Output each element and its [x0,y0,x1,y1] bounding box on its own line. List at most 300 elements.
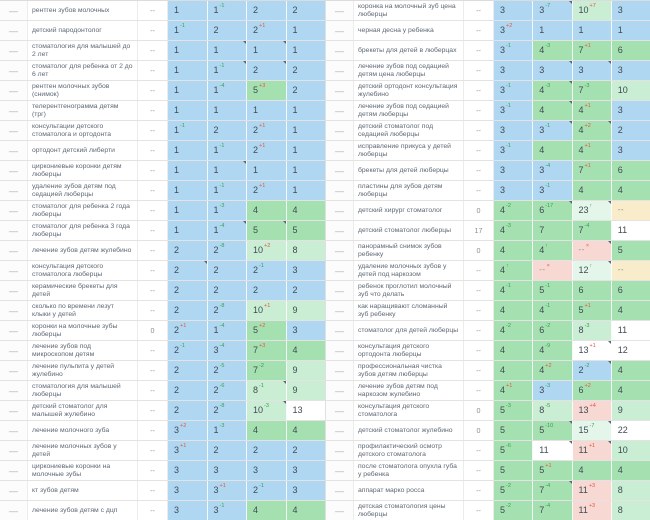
keyword-label[interactable]: детский хирург стоматолог [354,201,464,220]
keyword-label[interactable]: после стоматолога опухла губа у ребенка [354,461,464,480]
drag-handle-icon[interactable]: — [326,221,354,240]
keyword-label[interactable]: профессиональная чистка зубов детям люберцы [354,361,464,380]
position-cell[interactable] [494,301,533,320]
position-cell[interactable] [612,221,650,240]
position-cell[interactable] [208,121,248,140]
position-cell[interactable] [573,21,612,40]
position-cell[interactable] [208,481,248,500]
position-cell[interactable] [573,441,612,460]
position-cell[interactable] [168,101,208,120]
drag-handle-icon[interactable]: — [0,181,28,200]
position-cell[interactable] [247,341,287,360]
position-cell[interactable] [533,501,572,520]
keyword-label[interactable]: стоматолог для детей люберцы [354,321,464,340]
keyword-label[interactable]: детский стоматолог для малышей жулебино [28,401,138,420]
position-cell[interactable] [612,401,650,420]
drag-handle-icon[interactable]: — [0,321,28,340]
drag-handle-icon[interactable]: — [326,61,354,80]
drag-handle-icon[interactable]: — [326,461,354,480]
position-cell[interactable] [247,401,287,420]
position-cell[interactable] [494,241,533,260]
keyword-label[interactable]: коронки на молочные зубы люберцы [28,321,138,340]
keyword-label[interactable]: детский пародонтолог [28,21,138,40]
drag-handle-icon[interactable]: — [326,441,354,460]
position-cell[interactable] [287,241,326,260]
position-cell[interactable] [208,461,248,480]
position-cell[interactable] [573,461,612,480]
keyword-label[interactable]: удаление молочных зубов у детей под наркозом [354,261,464,280]
drag-handle-icon[interactable]: — [326,41,354,60]
drag-handle-icon[interactable]: — [0,221,28,240]
position-cell[interactable] [612,81,650,100]
keyword-label[interactable]: сколько по времени лезут клыки у детей [28,301,138,320]
position-cell[interactable] [247,141,287,160]
position-cell[interactable] [208,381,248,400]
keyword-label[interactable]: керамические брекеты для детей [28,281,138,300]
drag-handle-icon[interactable]: — [0,141,28,160]
position-cell[interactable] [494,261,533,280]
position-cell[interactable] [168,241,208,260]
position-cell[interactable] [208,341,248,360]
position-cell[interactable] [533,61,572,80]
drag-handle-icon[interactable]: — [0,461,28,480]
position-cell[interactable] [247,81,287,100]
keyword-label[interactable]: панорамный снимок зубов ребенку [354,241,464,260]
position-cell[interactable] [247,361,287,380]
position-cell[interactable] [533,441,572,460]
position-cell[interactable] [168,221,208,240]
drag-handle-icon[interactable]: — [0,101,28,120]
keyword-label[interactable]: детская стоматология цены люберцы [354,501,464,520]
keyword-label[interactable]: циркониевые коронки на молочные зубы [28,461,138,480]
position-cell[interactable] [494,101,533,120]
position-cell[interactable] [573,81,612,100]
keyword-label[interactable]: лечение зубов детям жулебино [28,241,138,260]
position-cell[interactable] [612,441,650,460]
position-cell[interactable] [168,261,208,280]
position-cell[interactable] [533,101,572,120]
position-cell[interactable] [494,401,533,420]
position-cell[interactable] [573,481,612,500]
drag-handle-icon[interactable]: — [326,381,354,400]
position-cell[interactable] [612,281,650,300]
position-cell[interactable] [494,41,533,60]
position-cell[interactable] [208,241,248,260]
drag-handle-icon[interactable]: — [326,281,354,300]
drag-handle-icon[interactable]: — [326,161,354,180]
position-cell[interactable] [573,41,612,60]
drag-handle-icon[interactable]: — [326,141,354,160]
position-cell[interactable] [494,1,533,20]
keyword-label[interactable]: консультация детского стоматолога люберцы [28,261,138,280]
keyword-label[interactable]: ортодонт детский либерти [28,141,138,160]
keyword-label[interactable]: коронка на молочный зуб цена люберцы [354,1,464,20]
keyword-label[interactable]: как наращивают сломанный зуб ребенку [354,301,464,320]
keyword-label[interactable]: консультация детского ортодонта люберцы [354,341,464,360]
position-cell[interactable] [573,401,612,420]
position-cell[interactable] [168,381,208,400]
position-cell[interactable] [287,361,326,380]
drag-handle-icon[interactable]: — [326,361,354,380]
position-cell[interactable] [208,421,248,440]
position-cell[interactable] [208,201,248,220]
position-cell[interactable] [208,261,248,280]
position-cell[interactable] [168,341,208,360]
position-cell[interactable] [287,401,326,420]
drag-handle-icon[interactable]: — [326,101,354,120]
position-cell[interactable] [612,101,650,120]
position-cell[interactable] [247,241,287,260]
position-cell[interactable] [494,161,533,180]
keyword-label[interactable]: профилактический осмотр детского стоматолога [354,441,464,460]
position-cell[interactable] [573,361,612,380]
position-cell[interactable] [287,141,326,160]
position-cell[interactable] [168,441,208,460]
position-cell[interactable] [208,501,248,520]
position-cell[interactable] [287,501,326,520]
position-cell[interactable] [168,321,208,340]
position-cell[interactable] [287,201,326,220]
position-cell[interactable] [533,401,572,420]
position-cell[interactable] [168,21,208,40]
drag-handle-icon[interactable]: — [0,481,28,500]
drag-handle-icon[interactable]: — [0,1,28,20]
position-cell[interactable] [494,281,533,300]
position-cell[interactable] [573,261,612,280]
keyword-label[interactable]: исправление прикуса у детей люберцы [354,141,464,160]
position-cell[interactable] [573,241,612,260]
keyword-label[interactable]: пластины для зубов детям люберцы [354,181,464,200]
drag-handle-icon[interactable]: — [326,241,354,260]
position-cell[interactable] [208,41,248,60]
position-cell[interactable] [612,61,650,80]
drag-handle-icon[interactable]: — [0,301,28,320]
keyword-label[interactable]: детский стоматолог под седацией люберцы [354,121,464,140]
position-cell[interactable] [208,1,248,20]
position-cell[interactable] [168,1,208,20]
position-cell[interactable] [208,101,248,120]
position-cell[interactable] [168,481,208,500]
keyword-label[interactable]: циркониевые коронки детям люберцы [28,161,138,180]
keyword-label[interactable]: стоматология для малышей до 2 лет [28,41,138,60]
keyword-label[interactable]: лечение пульпита у детей жулебино [28,361,138,380]
position-cell[interactable] [573,61,612,80]
position-cell[interactable] [612,141,650,160]
position-cell[interactable] [494,321,533,340]
position-cell[interactable] [494,61,533,80]
position-cell[interactable] [208,81,248,100]
position-cell[interactable] [573,501,612,520]
position-cell[interactable] [247,61,287,80]
position-cell[interactable] [247,181,287,200]
keyword-label[interactable]: брекеты для детей в люберцах [354,41,464,60]
keyword-label[interactable]: лечение зубов детям с дцп [28,501,138,520]
position-cell[interactable] [247,121,287,140]
position-cell[interactable] [287,61,326,80]
position-cell[interactable] [208,181,248,200]
position-cell[interactable] [533,481,572,500]
keyword-label[interactable]: ребенок проглотил молочный зуб что делать [354,281,464,300]
position-cell[interactable] [287,161,326,180]
drag-handle-icon[interactable]: — [326,121,354,140]
drag-handle-icon[interactable]: — [326,181,354,200]
position-cell[interactable] [287,41,326,60]
drag-handle-icon[interactable]: — [0,361,28,380]
position-cell[interactable] [168,201,208,220]
position-cell[interactable] [533,161,572,180]
position-cell[interactable] [247,161,287,180]
drag-handle-icon[interactable]: — [0,341,28,360]
keyword-label[interactable]: консультация детского стоматолога [354,401,464,420]
position-cell[interactable] [287,341,326,360]
keyword-label[interactable]: рентген молочных зубов (снимок) [28,81,138,100]
position-cell[interactable] [494,501,533,520]
drag-handle-icon[interactable]: — [326,421,354,440]
position-cell[interactable] [533,301,572,320]
position-cell[interactable] [168,41,208,60]
position-cell[interactable] [533,221,572,240]
keyword-label[interactable]: детский стоматолог жулебино [354,421,464,440]
position-cell[interactable] [533,341,572,360]
position-cell[interactable] [533,281,572,300]
drag-handle-icon[interactable]: — [0,501,28,520]
drag-handle-icon[interactable]: — [326,21,354,40]
position-cell[interactable] [168,301,208,320]
drag-handle-icon[interactable]: — [326,1,354,20]
position-cell[interactable] [494,141,533,160]
position-cell[interactable] [247,421,287,440]
position-cell[interactable] [494,201,533,220]
position-cell[interactable] [247,281,287,300]
drag-handle-icon[interactable]: — [326,201,354,220]
drag-handle-icon[interactable]: — [0,121,28,140]
position-cell[interactable] [168,141,208,160]
position-cell[interactable] [573,101,612,120]
position-cell[interactable] [247,1,287,20]
position-cell[interactable] [573,181,612,200]
position-cell[interactable] [247,381,287,400]
position-cell[interactable] [208,141,248,160]
position-cell[interactable] [612,341,650,360]
position-cell[interactable] [208,161,248,180]
position-cell[interactable] [168,401,208,420]
position-cell[interactable] [573,281,612,300]
position-cell[interactable] [533,141,572,160]
position-cell[interactable] [287,301,326,320]
drag-handle-icon[interactable]: — [326,341,354,360]
position-cell[interactable] [287,101,326,120]
position-cell[interactable] [533,381,572,400]
drag-handle-icon[interactable]: — [0,441,28,460]
keyword-label[interactable]: стоматолог для ребенка от 2 до 6 лет [28,61,138,80]
position-cell[interactable] [208,281,248,300]
position-cell[interactable] [573,201,612,220]
position-cell[interactable] [168,281,208,300]
position-cell[interactable] [168,361,208,380]
drag-handle-icon[interactable]: — [326,301,354,320]
position-cell[interactable] [494,181,533,200]
position-cell[interactable] [573,221,612,240]
position-cell[interactable] [612,201,650,220]
drag-handle-icon[interactable]: — [326,501,354,520]
position-cell[interactable] [533,201,572,220]
position-cell[interactable] [533,21,572,40]
position-cell[interactable] [168,161,208,180]
keyword-label[interactable]: черная десна у ребенка [354,21,464,40]
position-cell[interactable] [287,281,326,300]
position-cell[interactable] [533,261,572,280]
drag-handle-icon[interactable]: — [0,161,28,180]
keyword-label[interactable]: лечение молочных зубов у детей [28,441,138,460]
position-cell[interactable] [287,181,326,200]
position-cell[interactable] [168,121,208,140]
keyword-label[interactable]: брекеты для детей люберцы [354,161,464,180]
position-cell[interactable] [494,461,533,480]
drag-handle-icon[interactable]: — [0,261,28,280]
keyword-label[interactable]: лечение зубов под микроскопом детям [28,341,138,360]
position-cell[interactable] [287,441,326,460]
position-cell[interactable] [612,261,650,280]
position-cell[interactable] [494,441,533,460]
position-cell[interactable] [533,241,572,260]
keyword-label[interactable]: удаление зубов детям под седацией люберцы [28,181,138,200]
position-cell[interactable] [287,421,326,440]
keyword-label[interactable]: стоматология для малышей люберцы [28,381,138,400]
position-cell[interactable] [208,301,248,320]
drag-handle-icon[interactable]: — [0,421,28,440]
keyword-label[interactable]: рентген зубов молочных [28,1,138,20]
position-cell[interactable] [533,321,572,340]
position-cell[interactable] [494,81,533,100]
position-cell[interactable] [287,21,326,40]
position-cell[interactable] [573,121,612,140]
position-cell[interactable] [287,261,326,280]
position-cell[interactable] [494,381,533,400]
drag-handle-icon[interactable]: — [0,41,28,60]
drag-handle-icon[interactable]: — [326,321,354,340]
position-cell[interactable] [247,321,287,340]
position-cell[interactable] [247,441,287,460]
position-cell[interactable] [533,361,572,380]
position-cell[interactable] [573,321,612,340]
position-cell[interactable] [208,221,248,240]
position-cell[interactable] [494,21,533,40]
position-cell[interactable] [247,501,287,520]
drag-handle-icon[interactable]: — [326,81,354,100]
position-cell[interactable] [612,41,650,60]
position-cell[interactable] [573,421,612,440]
position-cell[interactable] [573,1,612,20]
position-cell[interactable] [208,441,248,460]
drag-handle-icon[interactable]: — [0,201,28,220]
position-cell[interactable] [612,381,650,400]
position-cell[interactable] [612,21,650,40]
drag-handle-icon[interactable]: — [326,401,354,420]
position-cell[interactable] [533,461,572,480]
position-cell[interactable] [494,361,533,380]
position-cell[interactable] [247,41,287,60]
position-cell[interactable] [287,221,326,240]
drag-handle-icon[interactable]: — [0,61,28,80]
keyword-label[interactable]: детский стоматолог люберцы [354,221,464,240]
position-cell[interactable] [494,421,533,440]
drag-handle-icon[interactable]: — [0,241,28,260]
drag-handle-icon[interactable]: — [326,481,354,500]
position-cell[interactable] [612,501,650,520]
position-cell[interactable] [573,161,612,180]
position-cell[interactable] [612,461,650,480]
position-cell[interactable] [612,161,650,180]
position-cell[interactable] [533,121,572,140]
position-cell[interactable] [168,421,208,440]
position-cell[interactable] [533,41,572,60]
position-cell[interactable] [247,101,287,120]
drag-handle-icon[interactable]: — [0,81,28,100]
position-cell[interactable] [533,1,572,20]
position-cell[interactable] [612,181,650,200]
keyword-label[interactable]: телерентгенограмма детям (трг) [28,101,138,120]
position-cell[interactable] [533,81,572,100]
position-cell[interactable] [168,501,208,520]
position-cell[interactable] [612,301,650,320]
position-cell[interactable] [247,261,287,280]
position-cell[interactable] [573,341,612,360]
position-cell[interactable] [494,341,533,360]
position-cell[interactable] [247,461,287,480]
position-cell[interactable] [494,481,533,500]
keyword-label[interactable]: аппарат марко росса [354,481,464,500]
position-cell[interactable] [208,61,248,80]
position-cell[interactable] [208,21,248,40]
drag-handle-icon[interactable]: — [0,21,28,40]
keyword-label[interactable]: стоматолог для ребенка 2 года люберцы [28,201,138,220]
position-cell[interactable] [287,461,326,480]
position-cell[interactable] [612,481,650,500]
position-cell[interactable] [612,421,650,440]
position-cell[interactable] [612,361,650,380]
position-cell[interactable] [247,201,287,220]
position-cell[interactable] [287,381,326,400]
keyword-label[interactable]: лечение зубов детям под наркозом жулебино [354,381,464,400]
position-cell[interactable] [573,141,612,160]
position-cell[interactable] [612,121,650,140]
keyword-label[interactable]: консультации детского стоматолога и ортодонта [28,121,138,140]
position-cell[interactable] [533,421,572,440]
position-cell[interactable] [612,321,650,340]
drag-handle-icon[interactable]: — [0,401,28,420]
position-cell[interactable] [208,401,248,420]
position-cell[interactable] [573,301,612,320]
position-cell[interactable] [247,21,287,40]
position-cell[interactable] [612,1,650,20]
position-cell[interactable] [287,481,326,500]
keyword-label[interactable]: лечение зубов под седацией детям цена люберцы [354,61,464,80]
keyword-label[interactable]: кт зубов детям [28,481,138,500]
position-cell[interactable] [494,221,533,240]
position-cell[interactable] [612,241,650,260]
position-cell[interactable] [208,321,248,340]
drag-handle-icon[interactable]: — [0,281,28,300]
keyword-label[interactable]: стоматолог для ребенка 3 года люберцы [28,221,138,240]
position-cell[interactable] [168,81,208,100]
position-cell[interactable] [247,301,287,320]
position-cell[interactable] [287,1,326,20]
drag-handle-icon[interactable]: — [0,381,28,400]
position-cell[interactable] [573,381,612,400]
position-cell[interactable] [533,181,572,200]
position-cell[interactable] [208,361,248,380]
position-cell[interactable] [494,121,533,140]
